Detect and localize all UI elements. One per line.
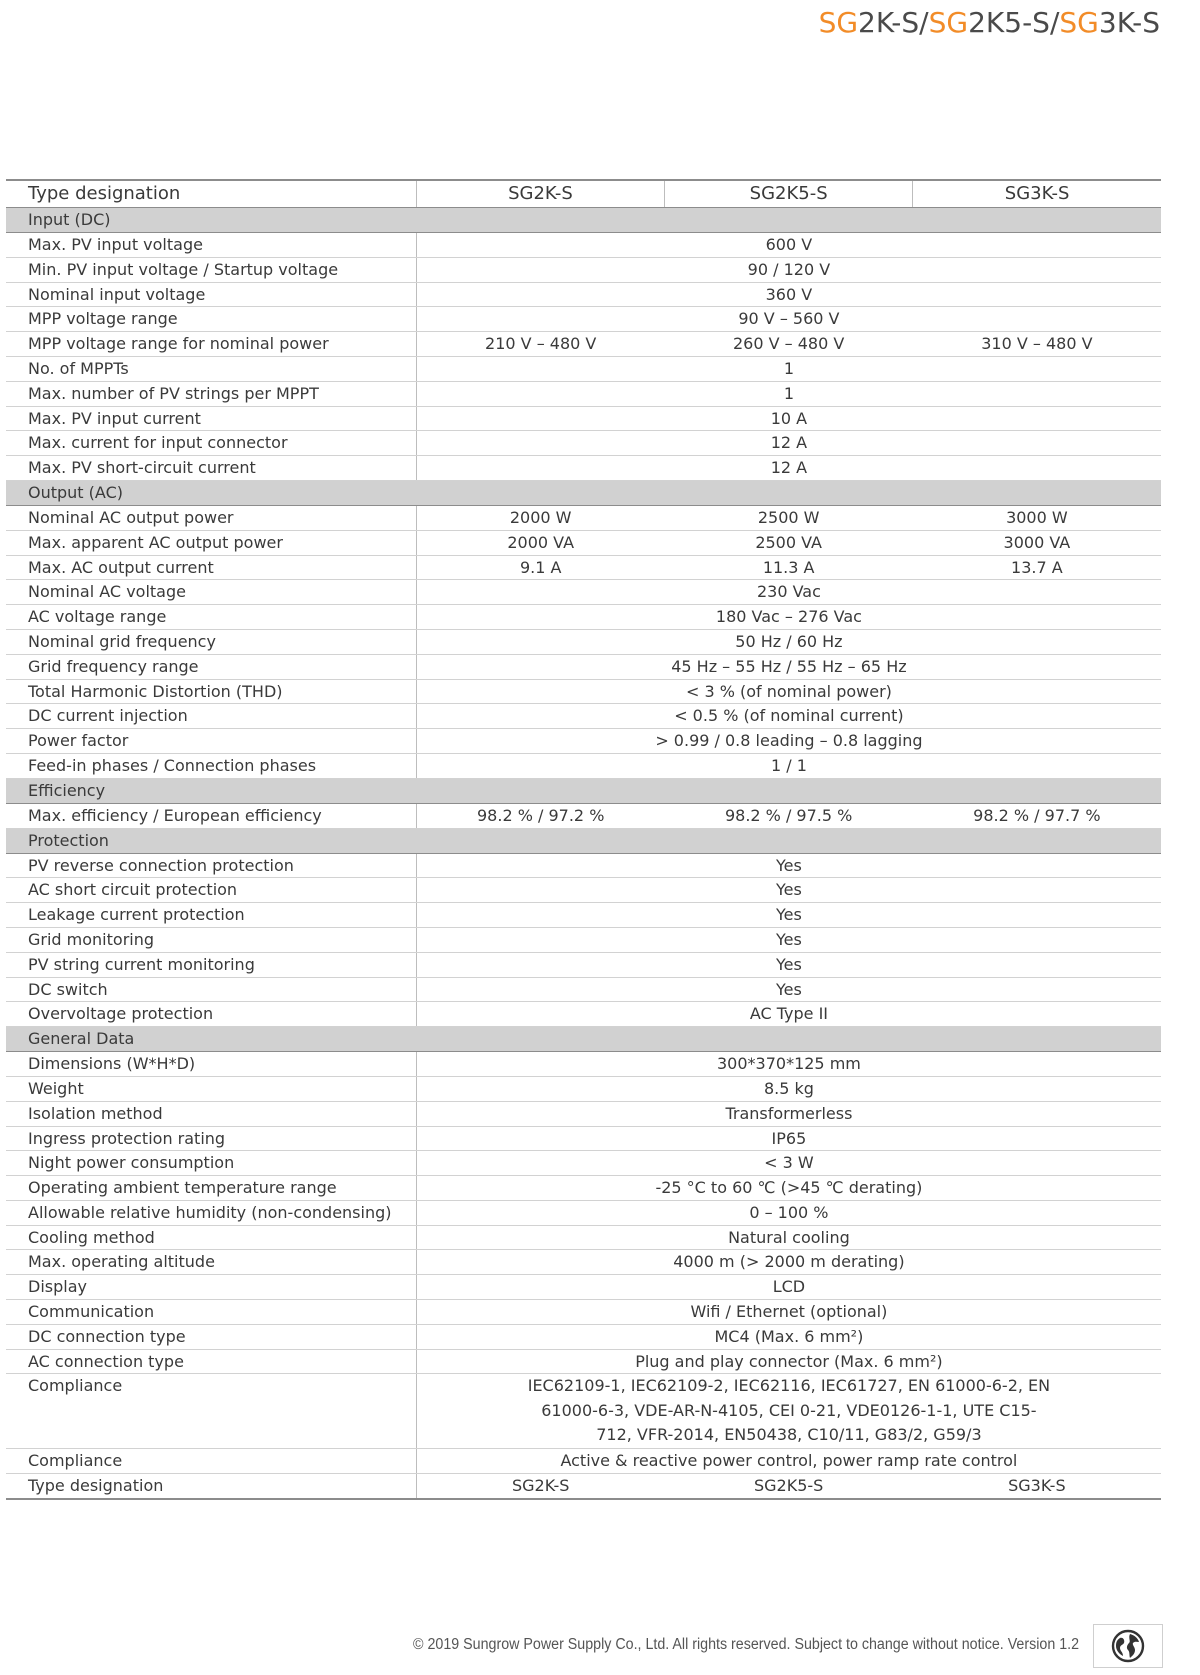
- row-value: 300*370*125 mm: [416, 1052, 1161, 1077]
- document-title: [819, 6, 1160, 39]
- title-prefix: SG: [928, 6, 969, 39]
- row-value: SG2K5-S: [665, 1474, 913, 1499]
- table-row: [6, 605, 1161, 630]
- row-value: Natural cooling: [416, 1225, 1161, 1250]
- table-row: [6, 456, 1161, 481]
- table-row: [6, 977, 1161, 1002]
- row-label: Type designation: [6, 1474, 416, 1499]
- section-header: [6, 1027, 1161, 1052]
- table-header-row: [6, 180, 1161, 208]
- row-label: Compliance: [6, 1374, 416, 1449]
- row-label: PV reverse connection protection: [6, 853, 416, 878]
- section-header: [6, 778, 1161, 803]
- row-value: SG2K-S: [416, 1474, 664, 1499]
- table-row: [6, 381, 1161, 406]
- row-value: 210 V – 480 V: [416, 332, 664, 357]
- row-label: Max. operating altitude: [6, 1250, 416, 1275]
- row-value: IP65: [416, 1126, 1161, 1151]
- row-value: 600 V: [416, 233, 1161, 258]
- row-label: Max. PV input current: [6, 406, 416, 431]
- row-label: MPP voltage range: [6, 307, 416, 332]
- row-value: LCD: [416, 1275, 1161, 1300]
- model-header: SG2K5-S: [665, 180, 913, 208]
- table-row: [6, 555, 1161, 580]
- row-label: Total Harmonic Distortion (THD): [6, 679, 416, 704]
- row-value: 3000 VA: [913, 530, 1161, 555]
- row-value: 4000 m (> 2000 m derating): [416, 1250, 1161, 1275]
- model-header: SG3K-S: [913, 180, 1161, 208]
- row-value: 180 Vac – 276 Vac: [416, 605, 1161, 630]
- row-value: SG3K-S: [913, 1474, 1161, 1499]
- section-title: Input (DC): [6, 208, 1161, 233]
- row-label: Max. apparent AC output power: [6, 530, 416, 555]
- spec-table: [6, 179, 1161, 1500]
- row-label: Compliance: [6, 1449, 416, 1474]
- globe-badge: [1093, 1624, 1163, 1668]
- section-title: Output (AC): [6, 480, 1161, 505]
- table-row: [6, 1349, 1161, 1374]
- row-value: 50 Hz / 60 Hz: [416, 629, 1161, 654]
- row-label: Display: [6, 1275, 416, 1300]
- table-footer-row: [6, 1474, 1161, 1499]
- section-header: [6, 480, 1161, 505]
- row-value: 90 V – 560 V: [416, 307, 1161, 332]
- row-label: Cooling method: [6, 1225, 416, 1250]
- row-label: No. of MPPTs: [6, 356, 416, 381]
- table-row: [6, 1250, 1161, 1275]
- row-label: Overvoltage protection: [6, 1002, 416, 1027]
- row-value: 3000 W: [913, 505, 1161, 530]
- section-header: [6, 828, 1161, 853]
- row-label: Feed-in phases / Connection phases: [6, 753, 416, 778]
- row-value: Yes: [416, 977, 1161, 1002]
- table-row: [6, 903, 1161, 928]
- table-row: [6, 505, 1161, 530]
- row-label: Nominal AC output power: [6, 505, 416, 530]
- row-value: Active & reactive power control, power ramp rate control: [416, 1449, 1161, 1474]
- row-value: 2500 VA: [665, 530, 913, 555]
- row-value: 260 V – 480 V: [665, 332, 913, 357]
- row-value: 8.5 kg: [416, 1076, 1161, 1101]
- table-row: [6, 853, 1161, 878]
- row-label: Power factor: [6, 729, 416, 754]
- row-value: 98.2 % / 97.2 %: [416, 803, 664, 828]
- row-label: Isolation method: [6, 1101, 416, 1126]
- table-row: [6, 729, 1161, 754]
- row-value: 98.2 % / 97.5 %: [665, 803, 913, 828]
- row-value: Yes: [416, 927, 1161, 952]
- row-value: Yes: [416, 853, 1161, 878]
- row-label: Min. PV input voltage / Startup voltage: [6, 257, 416, 282]
- row-value: AC Type II: [416, 1002, 1161, 1027]
- row-label: Allowable relative humidity (non-condensing): [6, 1200, 416, 1225]
- row-label: Max. current for input connector: [6, 431, 416, 456]
- table-row: [6, 1151, 1161, 1176]
- table-row: [6, 1002, 1161, 1027]
- table-row: [6, 629, 1161, 654]
- table-row: [6, 1076, 1161, 1101]
- table-row: [6, 1200, 1161, 1225]
- row-value: 1: [416, 381, 1161, 406]
- title-prefix: SG: [1059, 6, 1099, 39]
- table-row: [6, 1275, 1161, 1300]
- row-value: 11.3 A: [665, 555, 913, 580]
- table-row: [6, 356, 1161, 381]
- table-row: [6, 530, 1161, 555]
- table-row: [6, 406, 1161, 431]
- table-row: [6, 753, 1161, 778]
- table-row: [6, 431, 1161, 456]
- row-value: < 0.5 % (of nominal current): [416, 704, 1161, 729]
- row-label: Nominal grid frequency: [6, 629, 416, 654]
- table-row: [6, 1101, 1161, 1126]
- row-value: Yes: [416, 903, 1161, 928]
- title-model: 2K-S/: [858, 6, 929, 39]
- row-value: 0 – 100 %: [416, 1200, 1161, 1225]
- row-value: 2000 VA: [416, 530, 664, 555]
- title-model: 2K5-S/: [968, 6, 1060, 39]
- section-title: Protection: [6, 828, 1161, 853]
- table-row: [6, 878, 1161, 903]
- row-value: Yes: [416, 952, 1161, 977]
- table-row: [6, 257, 1161, 282]
- title-prefix: SG: [818, 6, 859, 39]
- row-value: 310 V – 480 V: [913, 332, 1161, 357]
- table-row: [6, 282, 1161, 307]
- table-row: [6, 332, 1161, 357]
- section-title: General Data: [6, 1027, 1161, 1052]
- row-label: Max. number of PV strings per MPPT: [6, 381, 416, 406]
- row-label: Grid frequency range: [6, 654, 416, 679]
- table-row: [6, 1324, 1161, 1349]
- row-label: Communication: [6, 1300, 416, 1325]
- row-value: MC4 (Max. 6 mm²): [416, 1324, 1161, 1349]
- table-row: [6, 1176, 1161, 1201]
- row-value: 98.2 % / 97.7 %: [913, 803, 1161, 828]
- row-label: DC current injection: [6, 704, 416, 729]
- row-label: Weight: [6, 1076, 416, 1101]
- row-label: AC short circuit protection: [6, 878, 416, 903]
- row-value: -25 °C to 60 ℃ (>45 ℃ derating): [416, 1176, 1161, 1201]
- header-label: Type designation: [6, 180, 416, 208]
- row-value: 1 / 1: [416, 753, 1161, 778]
- table-row: [6, 927, 1161, 952]
- table-row: [6, 1225, 1161, 1250]
- row-value: Yes: [416, 878, 1161, 903]
- table-row: [6, 1300, 1161, 1325]
- row-label: AC voltage range: [6, 605, 416, 630]
- table-row: [6, 307, 1161, 332]
- row-value: 1: [416, 356, 1161, 381]
- row-value: 90 / 120 V: [416, 257, 1161, 282]
- row-value: Plug and play connector (Max. 6 mm²): [416, 1349, 1161, 1374]
- row-value: IEC62109-1, IEC62109-2, IEC62116, IEC61727, EN 61000-6-2, EN 61000-6-3, VDE-AR-N-4105, CEI 0-21, VDE0126-1-1, UTE C15-712, VFR-2014, EN50438, C10/11, G83/2, G59/3: [416, 1374, 1161, 1449]
- row-value: Transformerless: [416, 1101, 1161, 1126]
- table-row: [6, 233, 1161, 258]
- row-label: AC connection type: [6, 1349, 416, 1374]
- table-row: [6, 1052, 1161, 1077]
- row-value: 230 Vac: [416, 580, 1161, 605]
- table-row: [6, 654, 1161, 679]
- row-label: Nominal AC voltage: [6, 580, 416, 605]
- model-header: SG2K-S: [416, 180, 664, 208]
- row-value: < 3 % (of nominal power): [416, 679, 1161, 704]
- row-label: Leakage current protection: [6, 903, 416, 928]
- row-label: Max. PV input voltage: [6, 233, 416, 258]
- row-value: > 0.99 / 0.8 leading – 0.8 lagging: [416, 729, 1161, 754]
- row-label: Max. efficiency / European efficiency: [6, 803, 416, 828]
- row-label: DC connection type: [6, 1324, 416, 1349]
- table-row: [6, 803, 1161, 828]
- row-value: Wifi / Ethernet (optional): [416, 1300, 1161, 1325]
- row-label: MPP voltage range for nominal power: [6, 332, 416, 357]
- section-header: [6, 208, 1161, 233]
- row-label: Max. PV short-circuit current: [6, 456, 416, 481]
- row-label: PV string current monitoring: [6, 952, 416, 977]
- row-label: Grid monitoring: [6, 927, 416, 952]
- table-row: [6, 1449, 1161, 1474]
- row-label: Dimensions (W*H*D): [6, 1052, 416, 1077]
- row-value: 45 Hz – 55 Hz / 55 Hz – 65 Hz: [416, 654, 1161, 679]
- table-row: [6, 704, 1161, 729]
- table-row: [6, 679, 1161, 704]
- row-value: < 3 W: [416, 1151, 1161, 1176]
- row-value: 10 A: [416, 406, 1161, 431]
- copyright-notice: © 2019 Sungrow Power Supply Co., Ltd. All rights reserved. Subject to change without notice. Version 1.2: [413, 1636, 1080, 1653]
- section-title: Efficiency: [6, 778, 1161, 803]
- table-row: [6, 580, 1161, 605]
- row-label: Night power consumption: [6, 1151, 416, 1176]
- row-label: Ingress protection rating: [6, 1126, 416, 1151]
- table-row: [6, 952, 1161, 977]
- row-value: 13.7 A: [913, 555, 1161, 580]
- row-label: Nominal input voltage: [6, 282, 416, 307]
- row-value: 2500 W: [665, 505, 913, 530]
- row-value: 2000 W: [416, 505, 664, 530]
- row-value: 12 A: [416, 456, 1161, 481]
- row-label: Max. AC output current: [6, 555, 416, 580]
- table-row: [6, 1374, 1161, 1449]
- row-value: 12 A: [416, 431, 1161, 456]
- row-value: 360 V: [416, 282, 1161, 307]
- globe-icon: [1111, 1629, 1145, 1663]
- row-label: Operating ambient temperature range: [6, 1176, 416, 1201]
- table-row: [6, 1126, 1161, 1151]
- title-model: 3K-S: [1098, 6, 1160, 39]
- row-value: 9.1 A: [416, 555, 664, 580]
- row-label: DC switch: [6, 977, 416, 1002]
